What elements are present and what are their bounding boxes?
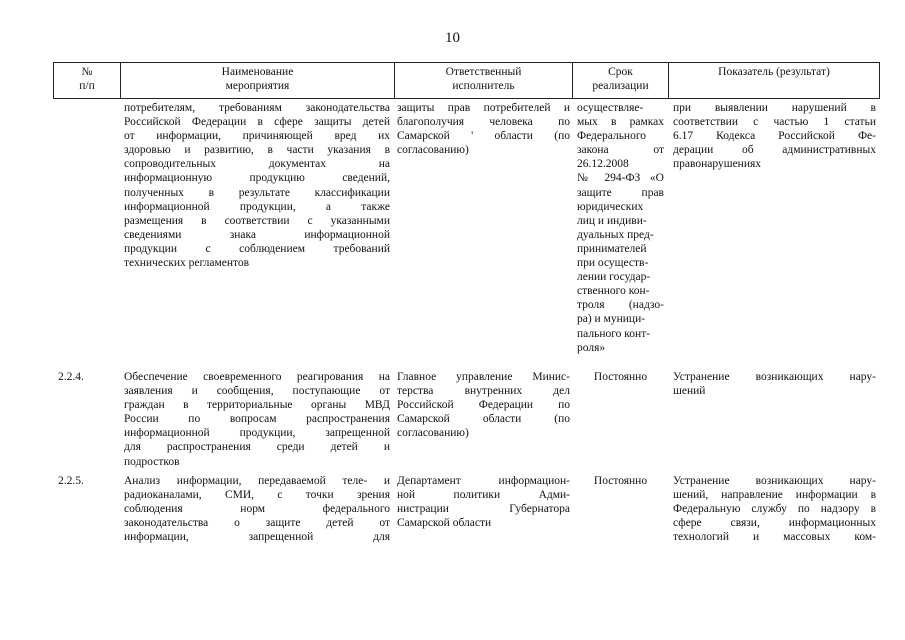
row2-name-line: подростков	[124, 455, 180, 468]
row2-executor-line: Главное управление Минис-	[397, 371, 570, 383]
row2-term-line: Постоянно	[593, 371, 648, 383]
row2-name	[124, 370, 390, 469]
row1-term-line: роля»	[577, 341, 606, 354]
row1-term-line: Федерального	[577, 130, 647, 143]
row1-term-line: лиц и индиви-	[577, 214, 647, 227]
row1-name-line: продукции с соблюдением требований	[124, 242, 390, 255]
header-executor-line: Ответственный	[445, 66, 522, 78]
header-executor-line: исполнитель	[452, 80, 515, 92]
header-name-line: Наименование	[221, 66, 294, 78]
row1-executor-line: Самарской ' области (по	[397, 130, 570, 143]
row1-name	[124, 101, 390, 270]
row3-term-line: Постоянно	[593, 475, 648, 487]
row1-term-line: лении государ-	[577, 271, 651, 284]
row2-result	[673, 370, 876, 398]
row1-result-line: соответствии с частью 1 статьи	[673, 116, 876, 129]
row2-result-line: Устранение возникающих нару-	[673, 371, 876, 383]
row2-executor-line: терства внутренних дел	[397, 385, 570, 398]
row1-result-line: при выявлении нарушений в	[673, 102, 876, 114]
row1-name-line: Российской Федерации в сфере защиты детей	[124, 116, 390, 129]
header-term-line: Срок	[608, 66, 633, 78]
row1-term-line: закона от	[577, 144, 664, 157]
row1-term-line: мых в рамках	[577, 116, 664, 129]
row3-executor	[397, 474, 570, 530]
row3-result-line: сфере связи, информационных	[673, 517, 876, 530]
row2-name-line: России по вопросам распространения	[124, 413, 390, 426]
row3-name-line: соблюдения норм федерального	[124, 503, 390, 516]
row1-result	[673, 101, 876, 171]
row1-term-line: защите прав	[577, 186, 664, 199]
header-num-line: п/п	[79, 80, 95, 92]
row3-name-line: законодательства о защите детей от	[124, 517, 390, 530]
row3-executor-line: нистрации Губернатора	[397, 503, 570, 516]
header-executor	[394, 62, 572, 99]
row2-name-line: информационной продукции, запрещенной	[124, 427, 390, 440]
row3-name	[124, 474, 390, 544]
row3-executor-line: Департамент информацион-	[397, 475, 570, 487]
header-name-line: мероприятия	[225, 80, 290, 92]
row2-num: 2.2.4.	[58, 371, 84, 383]
row1-name-line: полученных в результате классификации	[124, 186, 390, 199]
row1-name-line: здоровью и развитию, в части указания в	[124, 144, 390, 157]
row1-term-line: принимателей	[577, 242, 647, 255]
row1-name-line: потребителям, требованиям законодательства	[124, 102, 390, 114]
page-number: 10	[445, 30, 460, 46]
row1-result-line: 6.17 Кодекса Российской Фе-	[673, 130, 876, 143]
row3-name-line: Анализ информации, передаваемой теле- и	[124, 475, 390, 487]
row1-executor-line: защиты прав потребителей и	[397, 102, 570, 114]
row1-term-line: ственного кон-	[577, 285, 650, 298]
row1-name-line: технических регламентов	[124, 257, 250, 270]
row1-term	[577, 101, 664, 355]
row1-term-line: осуществляе-	[577, 102, 644, 114]
header-result	[668, 62, 880, 99]
header-result-line: Показатель (результат)	[718, 66, 830, 78]
row2-executor-line: Российской Федерации по	[397, 399, 570, 412]
row1-result-line: дерации об административных	[673, 144, 876, 157]
row2-executor-line: согласованию)	[397, 427, 469, 440]
row3-name-line: информации, запрещенной для	[124, 531, 390, 544]
row1-name-line: от информации, причиняющей вред их	[124, 130, 390, 143]
row2-name-line: для распространения среди детей и	[124, 441, 390, 454]
row1-term-line: ра) и муници-	[577, 313, 646, 326]
header-term-line: реализации	[592, 80, 649, 92]
row1-result-line: правонарушениях	[673, 158, 762, 171]
row3-executor-line: Самарской области	[397, 517, 492, 530]
header-num-line: №	[81, 66, 93, 78]
row3-result-line: Устранение возникающих нару-	[673, 475, 876, 487]
row3-result	[673, 474, 876, 544]
row1-name-line: размещения в соответствии с указанными	[124, 214, 390, 227]
row1-term-line: № 294-ФЗ «О	[577, 172, 664, 185]
row3-result-line: Федеральную службу по надзору в	[673, 503, 876, 516]
row3-result-line: шений, направление информации в	[673, 489, 876, 502]
row1-name-line: сведениями знака информационной	[124, 228, 390, 241]
row1-executor	[397, 101, 570, 157]
header-num	[53, 62, 120, 99]
row1-term-line: при осуществ-	[577, 257, 649, 270]
row2-executor-line: Самарской области (по	[397, 413, 570, 426]
row2-name-line: Обеспечение своевременного реагирования на	[124, 371, 390, 383]
row1-term-line: пального конт-	[577, 327, 651, 340]
row1-name-line: сопроводительных документах на	[124, 158, 390, 171]
row1-name-line: информационную продукцию сведений,	[124, 172, 390, 185]
row1-name-line: информационной продукции, а также	[124, 200, 390, 213]
row2-result-line: шений	[673, 385, 706, 398]
row2-executor	[397, 370, 570, 440]
row2-name-line: заявления и сообщения, поступающие от	[124, 385, 390, 398]
row3-term	[575, 474, 666, 488]
row1-term-line: дуальных пред-	[577, 228, 654, 241]
row1-executor-line: благополучия человека по	[397, 116, 570, 129]
row3-result-line: технологий и массовых ком-	[673, 531, 876, 544]
row3-name-line: радиоканалами, СМИ, с точки зрения	[124, 489, 390, 502]
row2-name-line: граждан в территориальные органы МВД	[124, 399, 390, 412]
row3-executor-line: ной политики Адми-	[397, 489, 570, 502]
row1-term-line: юридических	[577, 200, 644, 213]
row3-num: 2.2.5.	[58, 475, 84, 487]
row1-term-line: троля (надзо-	[577, 299, 664, 312]
row2-term	[575, 370, 666, 384]
row1-executor-line: согласованию)	[397, 144, 469, 157]
header-name	[120, 62, 394, 99]
header-term	[572, 62, 668, 99]
row1-term-line: 26.12.2008	[577, 158, 629, 171]
